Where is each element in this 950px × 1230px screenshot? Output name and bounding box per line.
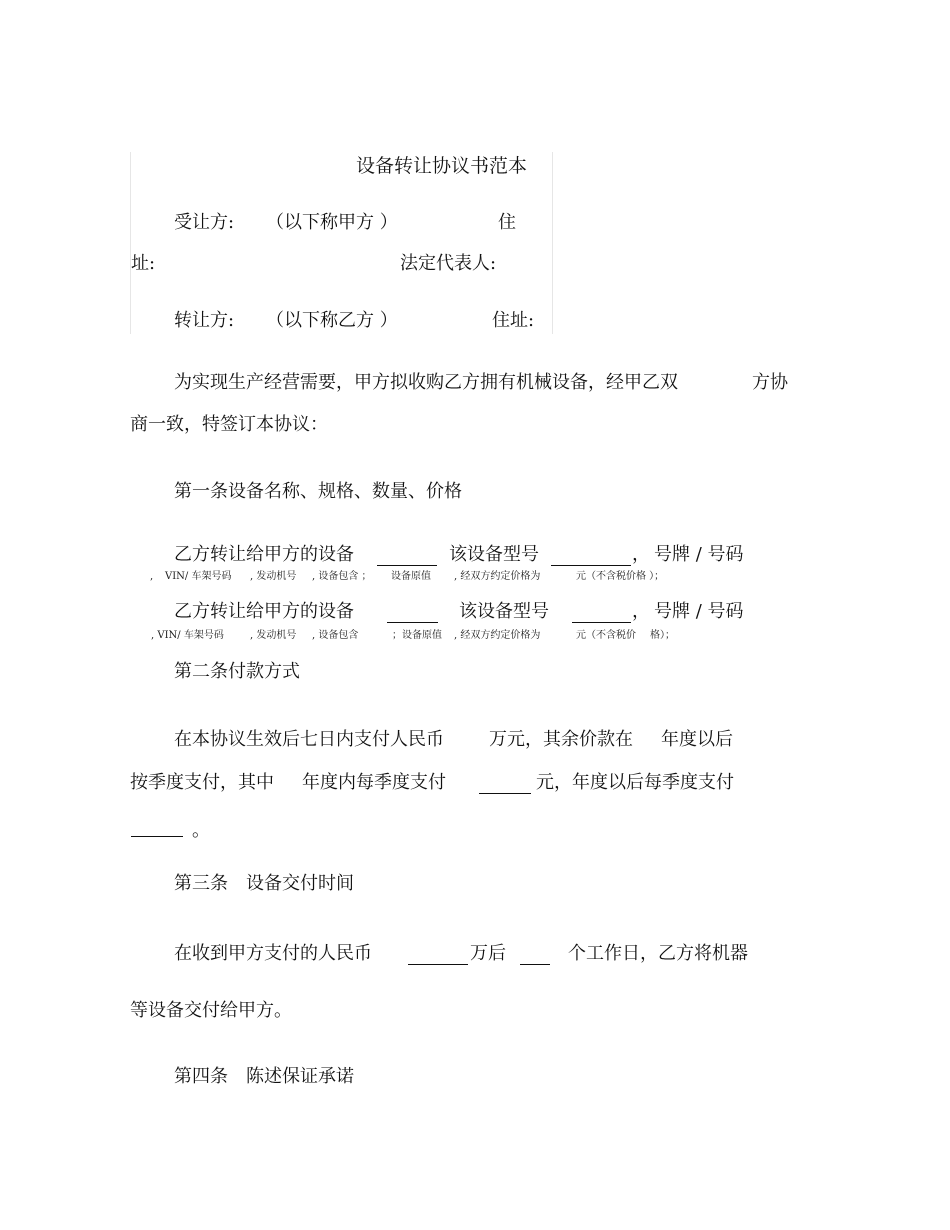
article3-line1-c: 个工作日，乙方将机器 [568, 943, 748, 964]
item1-small-5: , 经双方约定价格为 [454, 571, 541, 582]
intro-line2: 商一致，特签订本协议： [130, 414, 328, 435]
item1-model-label: 该设备型号 [449, 544, 539, 565]
item2-comma: ， [632, 601, 650, 622]
article3-line1-a: 在收到甲方支付的人民币 [174, 943, 372, 964]
item1-comma: ， [632, 544, 650, 565]
article3-heading-number: 第三条 [174, 873, 228, 894]
article2-quarterly-blank[interactable] [479, 793, 531, 794]
item2-equipment-blank[interactable] [387, 622, 438, 623]
item2-small-1: , 发动机号 [250, 630, 297, 641]
item2-small-5: 元（不含税价 [576, 630, 636, 641]
article3-amount-blank[interactable] [408, 964, 468, 965]
item2-small-4: , 经双方约定价格为 [454, 630, 541, 641]
transferee-note: （以下称甲方 ） [266, 212, 398, 233]
intro-line1-tail: 方协 [752, 372, 788, 393]
transferor-note: （以下称乙方 ） [266, 310, 398, 331]
article2-line3: 。 [192, 820, 210, 841]
article2-line1-a: 在本协议生效后七日内支付人民币 [174, 729, 444, 750]
article3-line1-b: 万后 [470, 943, 506, 964]
header-frame-left [130, 152, 131, 334]
document-title: 设备转让协议书范本 [356, 155, 528, 177]
item2-equipment: 乙方转让给甲方的设备 [174, 601, 354, 622]
item2-plate-label: 号牌 / 号码 [654, 601, 744, 622]
transferee-label: 受让方: [174, 212, 235, 233]
item1-small-2: , 发动机号 [250, 571, 297, 582]
article3-heading-title: 设备交付时间 [246, 873, 354, 894]
transferor-label: 转让方: [174, 310, 235, 331]
item1-small-4: 设备原值 [391, 571, 431, 582]
item1-equipment-blank[interactable] [377, 565, 437, 566]
address-label-part2: 址: [131, 253, 156, 274]
article2-line1-b: 万元，其余价款在 [489, 729, 633, 750]
article4-heading-title: 陈述保证承诺 [246, 1066, 354, 1087]
item2-small-6: 格）； [650, 630, 675, 641]
item2-model-label: 该设备型号 [459, 601, 549, 622]
intro-line1: 为实现生产经营需要，甲方拟收购乙方拥有机械设备，经甲乙双 [174, 372, 678, 393]
item2-small-0: , VIN/ 车架号码 [151, 630, 224, 641]
article3-line2: 等设备交付给甲方。 [130, 1000, 292, 1021]
header-frame-right [552, 152, 553, 334]
item1-small-1: VIN/ 车架号码 [165, 571, 232, 582]
article2-later-blank[interactable] [131, 836, 183, 837]
item1-small-6: 元（不含税价格 ）； [576, 571, 665, 582]
article4-heading-number: 第四条 [174, 1066, 228, 1087]
item2-small-3: ；设备原值 [392, 630, 442, 641]
transferor-address-label: 住址: [492, 310, 535, 331]
article2-line1-c: 年度以后 [661, 729, 733, 750]
item1-equipment: 乙方转让给甲方的设备 [174, 544, 354, 565]
article2-line2-b: 年度内每季度支付 [302, 772, 446, 793]
article2-line2-c: 元，年度以后每季度支付 [536, 772, 734, 793]
item1-model-blank[interactable] [551, 565, 631, 566]
article1-heading: 第一条设备名称、规格、数量、价格 [174, 481, 462, 502]
item2-small-2: , 设备包含 [312, 630, 359, 641]
address-label-part1: 住 [498, 212, 516, 233]
item1-small-0: , [150, 571, 154, 582]
item1-plate-label: 号牌 / 号码 [654, 544, 744, 565]
article2-line2-a: 按季度支付，其中 [130, 772, 274, 793]
item1-small-3: , 设备包含 ； [312, 571, 372, 582]
item2-model-blank[interactable] [572, 622, 631, 623]
article3-days-blank[interactable] [520, 964, 550, 965]
legal-rep-label: 法定代表人: [400, 253, 497, 274]
article2-heading: 第二条付款方式 [174, 661, 300, 682]
